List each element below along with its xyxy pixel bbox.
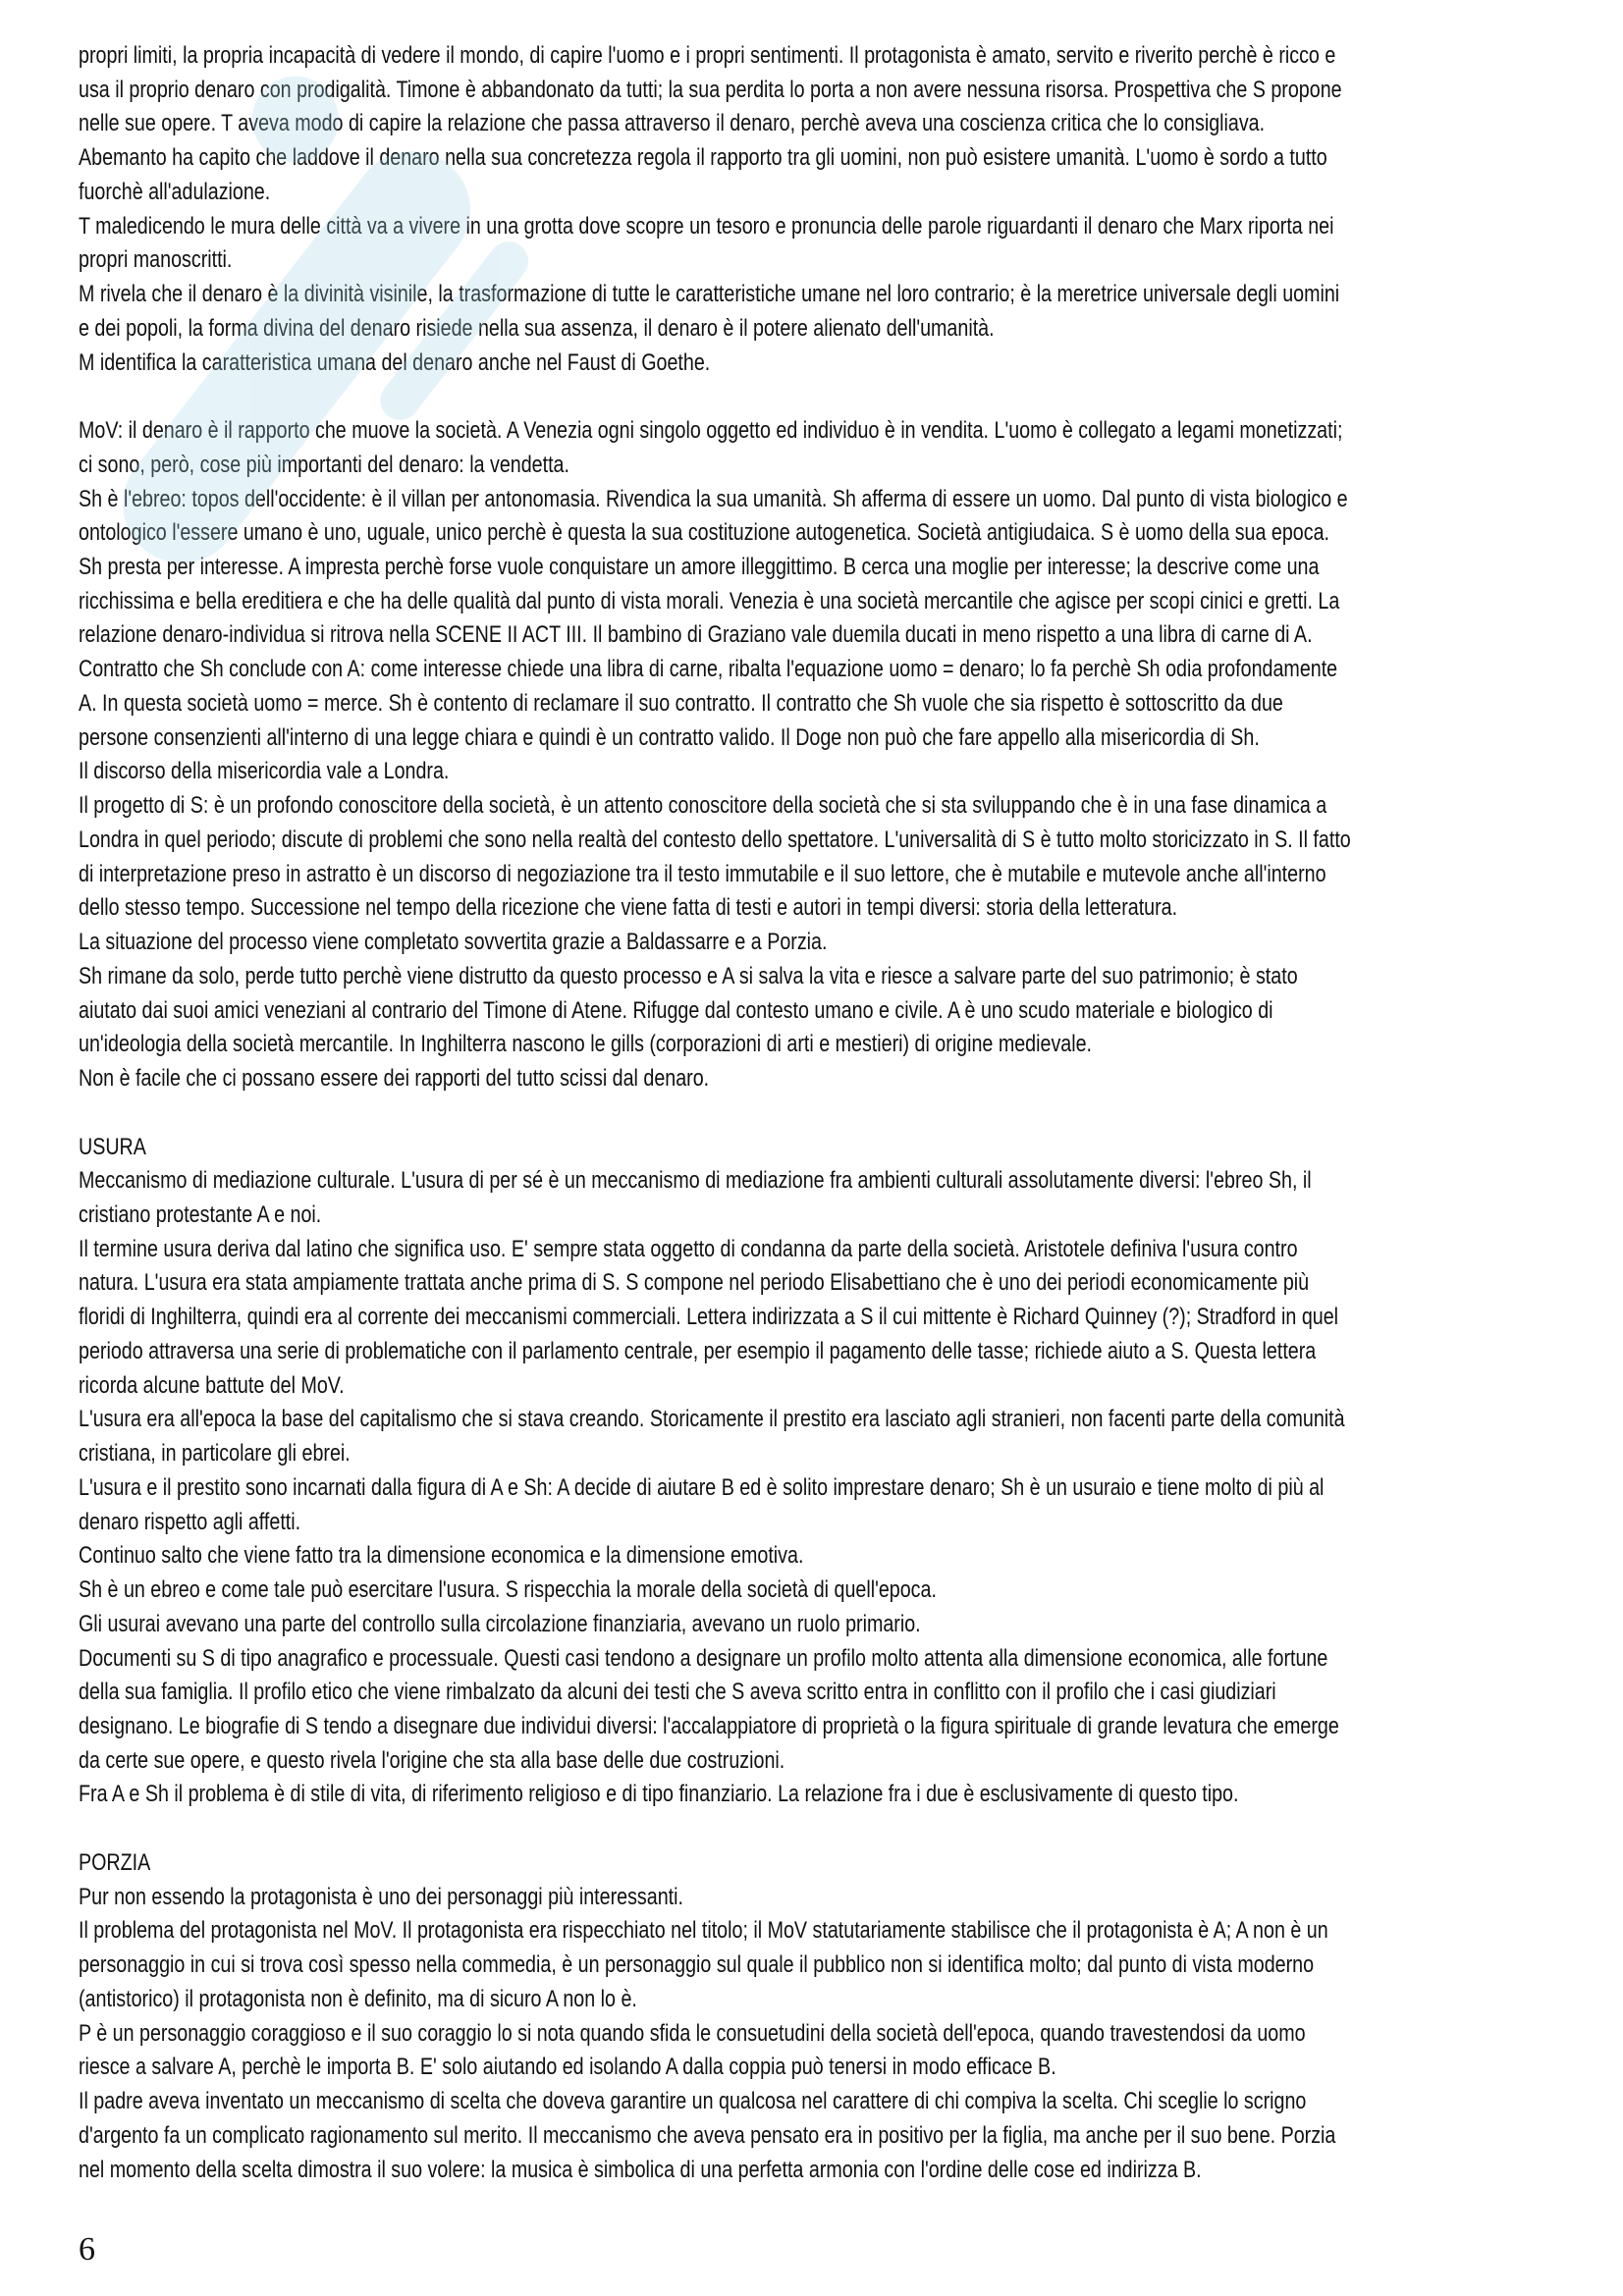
text-line: Abemanto ha capito che laddove il denaro nella sua concretezza regola il rapporto tra gli uomini, non può esistere umanità. L'uomo è sordo a tutto xyxy=(79,144,1327,172)
text-line: Sh rimane da solo, perde tutto perchè viene distrutto da questo processo e A si salva la vita e riesce a salvare parte del suo patrimonio; è stato xyxy=(79,962,1298,989)
text-line: Contratto che Sh conclude con A: come interesse chiede una libra di carne, ribalta l'equazione uomo = denaro; lo fa perchè Sh odia profondamente xyxy=(79,656,1338,683)
document-body xyxy=(79,39,1581,2187)
paragraph xyxy=(79,1539,1581,1574)
text-line: Sh è un ebreo e come tale può esercitare l'usura. S rispecchia la morale della società di quell'epoca. xyxy=(79,1576,937,1604)
section-usura xyxy=(79,1131,1581,1813)
paragraph xyxy=(79,1608,1581,1642)
text-line: ricorda alcune battute del MoV. xyxy=(79,1371,345,1399)
text-line: Non è facile che ci possano essere dei rapporti del tutto scissi dal denaro. xyxy=(79,1065,710,1093)
section-1 xyxy=(79,39,1581,380)
text-line: d'argento fa un complicato ragionamento sul merito. Il meccanismo che aveva pensato era in positivo per la figlia, ma anche per il suo bene. Porzia xyxy=(79,2121,1336,2149)
paragraph xyxy=(79,1164,1581,1232)
text-line: un'ideologia della società mercantile. In Inghilterra nascono le gills (corporazioni di arti e mestieri) di origine medievale. xyxy=(79,1031,1093,1058)
paragraph xyxy=(79,960,1581,1062)
text-line: M rivela che il denaro è la divinità visinile, la trasformazione di tutte le caratteristiche umane nel loro contrario; è la meretrice universale degli uomini xyxy=(79,281,1340,308)
text-line: Sh è l'ebreo: topos dell'occidente: è il villan per antonomasia. Rivendica la sua umanità. Sh afferma di essere un uomo. Dal punto di vista biologico e xyxy=(79,485,1348,512)
text-line: ci sono, però, cose più importanti del denaro: la vendetta. xyxy=(79,451,569,478)
paragraph xyxy=(79,1233,1581,1404)
text-line: (antistorico) il protagonista non è definito, ma di sicuro A non lo è. xyxy=(79,1985,637,2012)
text-line: fuorchè all'adulazione. xyxy=(79,178,271,205)
text-line: Il progetto di S: è un profondo conoscitore della società, è un attento conoscitore della società che si sta sviluppando che è in una fase dinamica a xyxy=(79,792,1327,820)
text-line: cristiana, in particolare gli ebrei. xyxy=(79,1440,351,1468)
paragraph xyxy=(79,1881,1581,1915)
text-line: aiutato dai suoi amici veneziani al contrario del Timone di Atene. Rifugge dal contesto umano e civile. A è uno scudo materiale e biologico di xyxy=(79,996,1273,1024)
text-line: Sh presta per interesse. A impresta perchè forse vuole conquistare un amore illeggittimo. B cerca una moglie per interesse; la descrive come una xyxy=(79,554,1320,581)
paragraph xyxy=(79,483,1581,551)
paragraph xyxy=(79,141,1581,209)
paragraph xyxy=(79,1403,1581,1470)
text-line: personaggio in cui si trova così spesso nella commedia, è un personaggio sul quale il pubblico non si identifica molto; dal punto di vista moderno xyxy=(79,1951,1315,1979)
text-line: relazione denaro-individua si ritrova nella SCENE II ACT III. Il bambino di Graziano vale duemila ducati in meno rispetto a una libra di carne di A. xyxy=(79,621,1313,649)
text-line: Continuo salto che viene fatto tra la dimensione economica e la dimensione emotiva. xyxy=(79,1542,804,1570)
text-line: L'usura e il prestito sono incarnati dalla figura di A e Sh: A decide di aiutare B ed è solito imprestare denaro; Sh è un usuraio e tiene molto di più al xyxy=(79,1473,1325,1501)
paragraph xyxy=(79,1778,1581,1812)
section-porzia xyxy=(79,1846,1581,2187)
text-line: propri manoscritti. xyxy=(79,246,233,274)
text-line: cristiano protestante A e noi. xyxy=(79,1201,322,1228)
paragraph xyxy=(79,653,1581,755)
text-line: natura. L'usura era stata ampiamente trattata anche prima di S. S compone nel periodo Elisabettiano che è uno dei periodi economicamente più xyxy=(79,1269,1310,1297)
page-number: 6 xyxy=(79,2231,95,2268)
section-heading: PORZIA xyxy=(79,1848,151,1876)
text-line: Gli usurai avevano una parte del controllo sulla circolazione finanziaria, avevano un ruolo primario. xyxy=(79,1610,921,1637)
paragraph xyxy=(79,278,1581,346)
text-line: Il problema del protagonista nel MoV. Il protagonista era rispecchiato nel titolo; il MoV statutariamente stabilisce che il protagonista è A; A non è un xyxy=(79,1917,1328,1945)
paragraph xyxy=(79,2085,1581,2187)
text-line: P è un personaggio coraggioso e il suo coraggio lo si nota quando sfida le consuetudini della società dell'epoca, quando travestendosi da uomo xyxy=(79,2019,1306,2047)
text-line: L'usura era all'epoca la base del capitalismo che si stava creando. Storicamente il prestito era lasciato agli stranieri, non facenti parte della comunità xyxy=(79,1406,1345,1433)
section-2 xyxy=(79,414,1581,1096)
paragraph xyxy=(79,1914,1581,2016)
text-line: nelle sue opere. T aveva modo di capire la relazione che passa attraverso il denaro, perchè aveva una coscienza critica che lo consigliava. xyxy=(79,110,1266,137)
section-heading: USURA xyxy=(79,1133,146,1160)
text-line: dello stesso tempo. Successione nel tempo della ricezione che viene fatta di testi e autori in tempi diversi: storia della letteratura. xyxy=(79,894,1178,922)
text-line: periodo attraversa una serie di problematiche con il parlamento centrale, per esempio il pagamento delle tasse; richiede aiuto a S. Questa lettera xyxy=(79,1337,1317,1364)
text-line: Il discorso della misericordia vale a Londra. xyxy=(79,758,450,785)
text-line: A. In questa società uomo = merce. Sh è contento di reclamare il suo contratto. Il contratto che Sh vuole che sia rispetto è sottoscritto da due xyxy=(79,689,1283,717)
text-line: MoV: il denaro è il rapporto che muove la società. A Venezia ogni singolo oggetto ed individuo è in vendita. L'uomo è collegato a legami monetizzati; xyxy=(79,417,1343,445)
text-line: persone consenzienti all'interno di una legge chiara e quindi è un contratto valido. Il Doge non può che fare appello alla misericordia di Sh. xyxy=(79,723,1260,751)
paragraph xyxy=(79,551,1581,653)
paragraph xyxy=(79,1471,1581,1539)
text-line: Il padre aveva inventato un meccanismo di scelta che doveva garantire un qualcosa nel carattere di chi compiva la scelta. Chi sceglie lo scrigno xyxy=(79,2088,1307,2115)
text-line: Pur non essendo la protagonista è uno dei personaggi più interessanti. xyxy=(79,1883,683,1910)
text-line: ontologico l'essere umano è uno, uguale, unico perchè è questa la sua costituzione autogenetica. Società antigiudaica. S è uomo della sua epoca. xyxy=(79,519,1329,547)
paragraph xyxy=(79,2017,1581,2085)
paragraph xyxy=(79,347,1581,381)
paragraph xyxy=(79,926,1581,960)
text-line: Fra A e Sh il problema è di stile di vita, di riferimento religioso e di tipo finanziario. La relazione fra i due è esclusivamente di questo tipo. xyxy=(79,1781,1239,1808)
paragraph xyxy=(79,210,1581,278)
paragraph xyxy=(79,39,1581,141)
text-line: denaro rispetto agli affetti. xyxy=(79,1508,301,1535)
paragraph xyxy=(79,789,1581,926)
text-line: da certe sue opere, e questo rivela l'origine che sta alla base delle due costruzioni. xyxy=(79,1746,785,1774)
paragraph xyxy=(79,1062,1581,1096)
text-line: usa il proprio denaro con prodigalità. Timone è abbandonato da tutti; la sua perdita lo porta a non avere nessuna risorsa. Prospettiva che S propone xyxy=(79,76,1342,103)
paragraph xyxy=(79,414,1581,482)
text-line: nel momento della scelta dimostra il suo volere: la musica è simbolica di una perfetta armonia con l'ordine delle cose ed indirizza B. xyxy=(79,2156,1202,2183)
text-line: M identifica la caratteristica umana del denaro anche nel Faust di Goethe. xyxy=(79,348,711,376)
paragraph xyxy=(79,1574,1581,1608)
text-line: ricchissima e bella ereditiera e che ha delle qualità dal punto di vista morali. Venezia è una società mercantile che agisce per scopi cinici e gretti. La xyxy=(79,587,1340,614)
text-line: Meccanismo di mediazione culturale. L'usura di per sé è un meccanismo di mediazione fra ambienti culturali assolutamente diversi: l'ebreo Sh, il xyxy=(79,1167,1312,1195)
text-line: La situazione del processo viene completato sovvertita grazie a Baldassarre e a Porzia. xyxy=(79,929,828,956)
text-line: designano. Le biografie di S tendo a disegnare due individui diversi: l'accalappiatore di proprietà o la figura spirituale di grande levatura che emerge xyxy=(79,1712,1339,1739)
text-line: floridi di Inghilterra, quindi era al corrente dei meccanismi commerciali. Lettera indirizzata a S il cui mittente è Richard Quinney (?); Stradford in quel xyxy=(79,1304,1339,1331)
text-line: propri limiti, la propria incapacità di vedere il mondo, di capire l'uomo e i propri sentimenti. Il protagonista è amato, servito e riverito perchè è ricco e xyxy=(79,42,1336,69)
paragraph xyxy=(79,1642,1581,1779)
text-line: e dei popoli, la forma divina del denaro risiede nella sua assenza, il denaro è il potere alienato dell'umanità. xyxy=(79,314,995,342)
text-line: di interpretazione preso in astratto è un discorso di negoziazione tra il testo immutabile e il suo lettore, che è mutabile e mutevole anche all'interno xyxy=(79,860,1326,887)
text-line: Il termine usura deriva dal latino che significa uso. E' sempre stata oggetto di condanna da parte della società. Aristotele definiva l'usura contro xyxy=(79,1235,1298,1262)
paragraph xyxy=(79,755,1581,789)
text-line: Documenti su S di tipo anagrafico e processuale. Questi casi tendono a designare un profilo molto attenta alla dimensione economica, alle fortune xyxy=(79,1644,1328,1672)
text-line: T maledicendo le mura delle città va a vivere in una grotta dove scopre un tesoro e pronuncia delle parole riguardanti il denaro che Marx riporta nei xyxy=(79,212,1334,240)
text-line: Londra in quel periodo; discute di problemi che sono nella realtà del contesto dello spettatore. L'universalità di S è tutto molto storicizzato in S. Il fatto xyxy=(79,826,1351,853)
text-line: riesce a salvare A, perchè le importa B. E' solo aiutando ed isolando A dalla coppia può tenersi in modo efficace B. xyxy=(79,2054,1056,2081)
text-line: della sua famiglia. Il profilo etico che viene rimbalzato da alcuni dei testi che S aveva scritto entra in conflitto con il profilo che i casi giudiziari xyxy=(79,1679,1276,1706)
